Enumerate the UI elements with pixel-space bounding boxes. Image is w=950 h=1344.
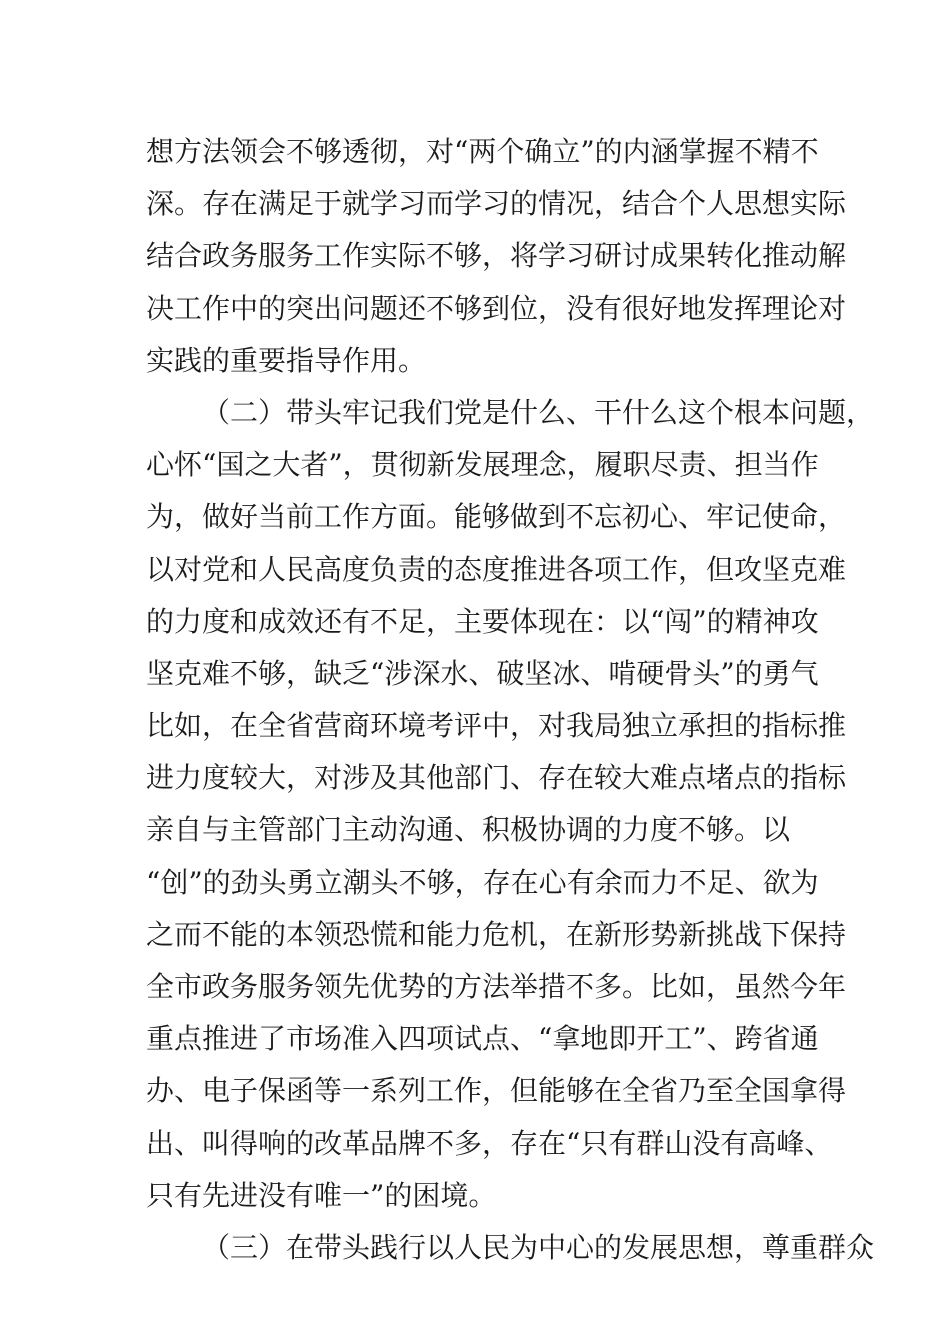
text-line: 之而不能的本领恐慌和能力危机，在新形势新挑战下保持 (146, 917, 847, 951)
text-line: “创”的劲头勇立潮头不够，存在心有余而力不足、欲为 (146, 865, 819, 899)
text-line: 亲自与主管部门主动沟通、积极协调的力度不够。以 (146, 813, 791, 847)
text-line: 以对党和人民高度负责的态度推进各项工作，但攻坚克难 (146, 552, 847, 586)
text-line: 只有先进没有唯一”的困境。 (146, 1178, 497, 1212)
text-line: 全市政务服务领先优势的方法举措不多。比如，虽然今年 (146, 970, 847, 1003)
text-line: 决工作中的突出问题还不够到位，没有很好地发挥理论对 (146, 291, 847, 325)
text-line: 的力度和成效还有不足，主要体现在：以“闯”的精神攻 (146, 604, 819, 638)
text-line: 想方法领会不够透彻，对“两个确立”的内涵掌握不精不 (146, 135, 819, 168)
text-line: 办、电子保函等一系列工作，但能够在全省乃至全国拿得 (146, 1074, 847, 1108)
text-line: 重点推进了市场准入四项试点、“拿地即开工”、跨省通 (146, 1022, 819, 1056)
body-text (146, 126, 875, 1274)
text-line: 心怀“国之大者”，贯彻新发展理念，履职尽责、担当作 (146, 448, 819, 482)
text-line: 深。存在满足于就学习而学习的情况，结合个人思想实际 (146, 187, 847, 221)
text-line: 比如，在全省营商环境考评中，对我局独立承担的指标推 (146, 709, 847, 743)
text-line: 进力度较大，对涉及其他部门、存在较大难点堵点的指标 (146, 761, 847, 795)
section-heading-line: （三）在带头践行以人民为中心的发展思想，尊重群众 (202, 1230, 875, 1264)
section-heading-line: （二）带头牢记我们党是什么、干什么这个根本问题， (202, 395, 875, 429)
text-line: 坚克难不够，缺乏“涉深水、破坚冰、啃硬骨头”的勇气 (146, 656, 819, 690)
text-line: 实践的重要指导作用。 (146, 343, 427, 377)
text-line: 结合政务服务工作实际不够，将学习研讨成果转化推动解 (146, 239, 847, 273)
text-line: 出、叫得响的改革品牌不多，存在“只有群山没有高峰、 (146, 1126, 833, 1160)
text-line: 为，做好当前工作方面。能够做到不忘初心、牢记使命， (146, 500, 847, 534)
